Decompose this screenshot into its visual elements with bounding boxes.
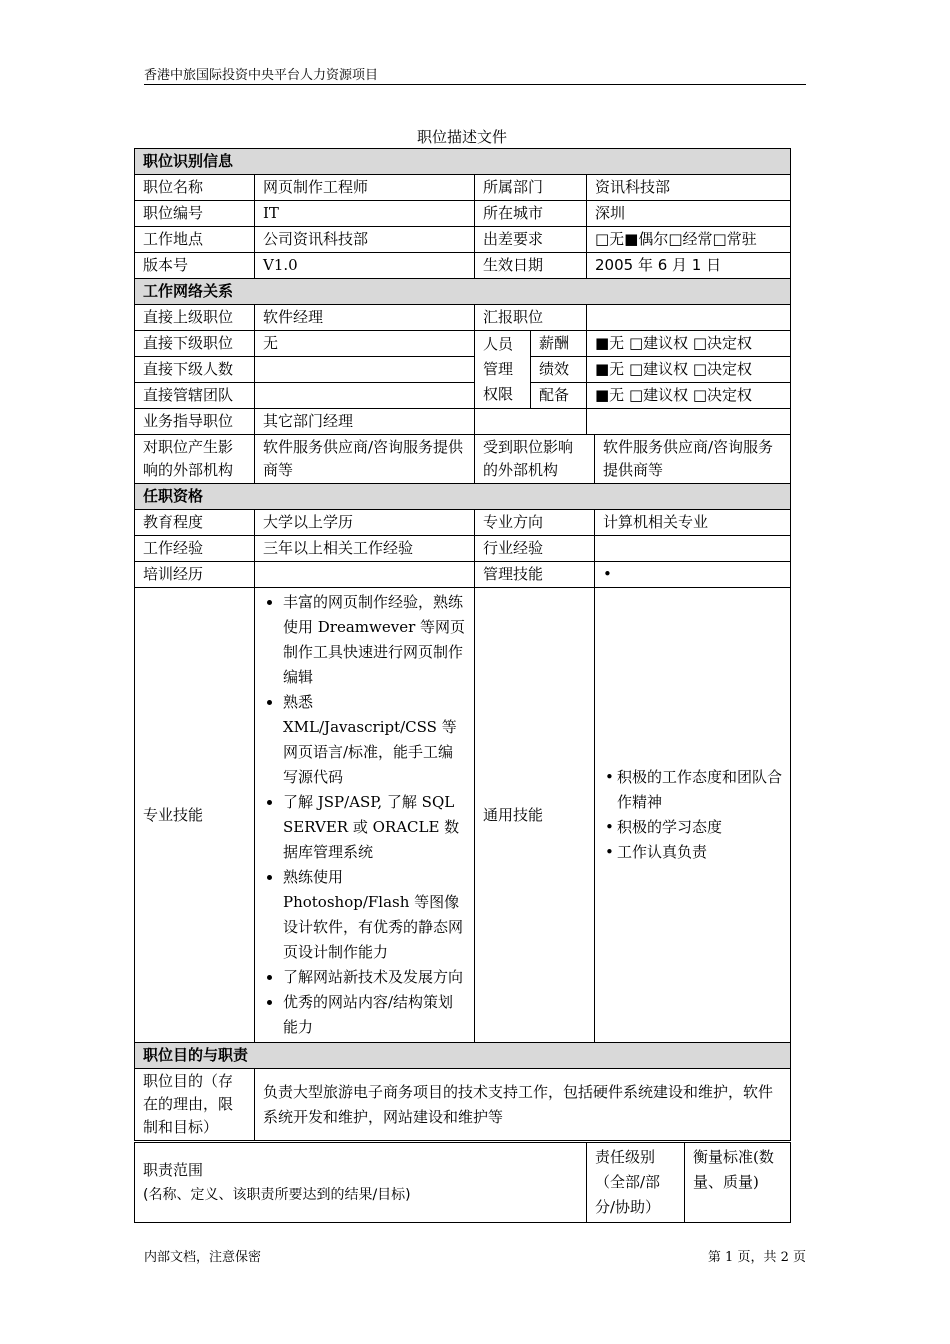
label-sub-count: 直接下级人数	[135, 357, 255, 383]
label-pro-skill: 专业技能	[135, 588, 255, 1043]
label-job-name: 职位名称	[135, 175, 255, 201]
job-description-table	[134, 148, 791, 1141]
pro-skill-item: • 熟练使用 Photoshop/Flash 等图像设计软件，有优秀的静态网页设计制作能力	[283, 865, 466, 965]
value-travel: □无■偶尔□经常□常驻	[587, 227, 791, 253]
label-industry: 行业经验	[475, 536, 595, 562]
label-dept: 所属部门	[475, 175, 587, 201]
mgmt-label-3: 权限	[483, 385, 514, 403]
value-industry	[595, 536, 791, 562]
footer-confidential: 内部文档，注意保密	[144, 1250, 262, 1265]
value-job-name: 网页制作工程师	[255, 175, 475, 201]
label-impact: 对职位产生影响的外部机构	[135, 435, 255, 484]
gen-skill-item: • 积极的工作态度和团队合作精神	[617, 765, 782, 815]
label-affected: 受到职位影响的外部机构	[475, 435, 595, 484]
label-scope: 职责范围	[143, 1160, 204, 1179]
label-performance: 绩效	[531, 357, 587, 383]
label-superior: 直接上级职位	[135, 305, 255, 331]
responsibility-scope	[135, 1143, 587, 1223]
pro-skill-item: • 熟悉 XML/Javascript/CSS 等网页语言/标准，能手工编写源代码	[283, 690, 466, 790]
pro-skill-item: • 了解网站新技术及发展方向	[283, 965, 466, 990]
value-subordinate: 无	[255, 331, 475, 357]
label-salary: 薪酬	[531, 331, 587, 357]
value-major: 计算机相关专业	[595, 510, 791, 536]
value-effective-date: 2005 年 6 月 1 日	[587, 253, 791, 279]
gen-skill-item: • 积极的学习态度	[617, 815, 782, 840]
value-purpose: 负责大型旅游电子商务项目的技术支持工作，包括硬件系统建设和维护，软件系统开发和维护，网站建设和维护等	[255, 1069, 791, 1141]
value-guide-empty	[587, 409, 791, 435]
label-education: 教育程度	[135, 510, 255, 536]
value-guide: 其它部门经理	[255, 409, 475, 435]
value-pro-skills	[255, 588, 475, 1043]
responsibility-header-table	[134, 1142, 791, 1223]
section-qualification: 任职资格	[135, 484, 791, 510]
value-location: 公司资讯科技部	[255, 227, 475, 253]
value-mgmt-skill: •	[595, 562, 791, 588]
page-header	[144, 64, 806, 85]
label-measure: 衡量标准(数量、质量)	[685, 1143, 791, 1223]
value-team	[255, 383, 475, 409]
pro-skill-item: • 优秀的网站内容/结构策划能力	[283, 990, 466, 1040]
label-training: 培训经历	[135, 562, 255, 588]
value-version: V1.0	[255, 253, 475, 279]
footer-page-number: 第 1 页，共 2 页	[707, 1250, 806, 1265]
gen-skill-item: • 工作认真负责	[617, 840, 782, 865]
label-gen-skill: 通用技能	[475, 588, 595, 1043]
label-guide: 业务指导职位	[135, 409, 255, 435]
label-city: 所在城市	[475, 201, 587, 227]
value-impact: 软件服务供应商/咨询服务提供商等	[255, 435, 475, 484]
value-affected: 软件服务供应商/咨询服务提供商等	[595, 435, 791, 484]
label-guide-empty	[475, 409, 587, 435]
value-job-code: IT	[255, 201, 475, 227]
pro-skill-item: • 了解 JSP/ASP, 了解 SQL SERVER 或 ORACLE 数据库管理系统	[283, 790, 466, 865]
label-staffing: 配备	[531, 383, 587, 409]
value-dept: 资讯科技部	[587, 175, 791, 201]
label-scope-sub: (名称、定义、该职责所要达到的结果/目标)	[143, 1186, 411, 1203]
label-level: 责任级别（全部/部分/协助）	[587, 1143, 685, 1223]
section-network: 工作网络关系	[135, 279, 791, 305]
value-salary-rights: ■无 □建议权 □决定权	[587, 331, 791, 357]
label-experience: 工作经验	[135, 536, 255, 562]
value-sub-count	[255, 357, 475, 383]
header-title: 香港中旅国际投资中央平台人力资源项目	[144, 68, 379, 83]
value-city: 深圳	[587, 201, 791, 227]
label-subordinate: 直接下级职位	[135, 331, 255, 357]
label-major: 专业方向	[475, 510, 595, 536]
value-report	[587, 305, 791, 331]
value-performance-rights: ■无 □建议权 □决定权	[587, 357, 791, 383]
label-team: 直接管辖团队	[135, 383, 255, 409]
label-version: 版本号	[135, 253, 255, 279]
gen-skill-list	[603, 765, 782, 865]
label-mgmt-rights	[475, 331, 531, 409]
value-gen-skills	[595, 588, 791, 1043]
label-job-code: 职位编号	[135, 201, 255, 227]
mgmt-label-1: 人员	[483, 335, 514, 353]
label-effective-date: 生效日期	[475, 253, 587, 279]
mgmt-label-2: 管理	[483, 360, 514, 378]
value-experience: 三年以上相关工作经验	[255, 536, 475, 562]
value-education: 大学以上学历	[255, 510, 475, 536]
pro-skill-item: • 丰富的网页制作经验，熟练使用 Dreamwever 等网页制作工具快速进行网页制作编辑	[283, 590, 466, 690]
label-mgmt-skill: 管理技能	[475, 562, 595, 588]
value-training	[255, 562, 475, 588]
document-title: 职位描述文件	[416, 128, 507, 146]
label-location: 工作地点	[135, 227, 255, 253]
value-superior: 软件经理	[255, 305, 475, 331]
label-purpose: 职位目的（存在的理由，限制和目标）	[135, 1069, 255, 1141]
label-report: 汇报职位	[475, 305, 587, 331]
section-identity: 职位识别信息	[135, 149, 791, 175]
pro-skill-list	[263, 590, 466, 1040]
label-travel: 出差要求	[475, 227, 587, 253]
value-staffing-rights: ■无 □建议权 □决定权	[587, 383, 791, 409]
section-purpose: 职位目的与职责	[135, 1043, 791, 1069]
